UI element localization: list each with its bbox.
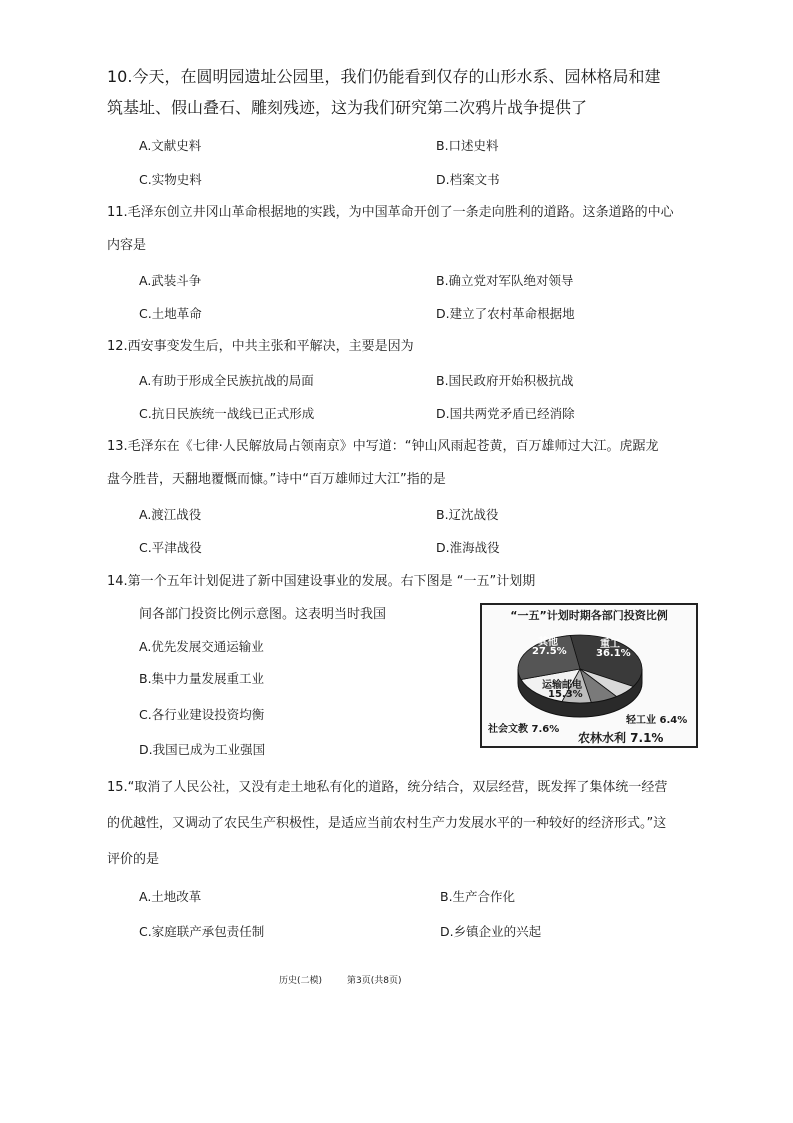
q13-option-c: C.平津战役: [139, 540, 202, 555]
label-heavy-pct: 36.1%: [596, 648, 631, 659]
q13-option-a: A.渡江战役: [139, 507, 202, 522]
q12-option-b: B.国民政府开始积极抗战: [436, 373, 574, 388]
q14-option-d: D.我国已成为工业强国: [139, 742, 266, 757]
q15-option-d: D.乡镇企业的兴起: [440, 924, 542, 939]
q15-stem-line1: 15.“取消了人民公社，又没有走土地私有化的道路，统分结合，双层经营，既发挥了集体统一经营: [107, 780, 668, 795]
q10-stem-line1: 10.今天，在圆明园遗址公园里，我们仍能看到仅存的山形水系、园林格局和建: [107, 67, 661, 86]
q14-option-a: A.优先发展交通运输业: [139, 639, 264, 654]
q10-option-d: D.档案文书: [436, 172, 500, 187]
chart-title: “一五”计划时期各部门投资比例: [510, 609, 668, 622]
label-heavy: 重工: [600, 639, 620, 650]
q15-option-b: B.生产合作化: [440, 889, 516, 904]
q11-stem-line1: 11.毛泽东创立井冈山革命根据地的实践，为中国革命开创了一条走向胜利的道路。这条道路的中心: [107, 205, 674, 220]
q11-option-b: B.确立党对军队绝对领导: [436, 273, 574, 288]
q11-option-c: C.土地革命: [139, 306, 202, 321]
q11-stem-line2: 内容是: [107, 238, 147, 253]
q12-option-c: C.抗日民族统一战线已正式形成: [139, 406, 315, 421]
q11-option-d: D.建立了农村革命根据地: [436, 306, 575, 321]
label-transport-pct: 15.3%: [548, 689, 583, 700]
footer-subject: 历史(二模): [279, 976, 323, 986]
q14-option-b: B.集中力量发展重工业: [139, 671, 265, 686]
q15-stem-line3: 评价的是: [107, 852, 160, 867]
q12-option-d: D.国共两党矛盾已经消除: [436, 406, 575, 421]
q14-option-c: C.各行业建设投资均衡: [139, 707, 265, 722]
q15-option-c: C.家庭联产承包责任制: [139, 924, 265, 939]
q11-option-a: A.武装斗争: [139, 273, 202, 288]
q14-stem-line1: 14.第一个五年计划促进了新中国建设事业的发展。右下图是 “一五”计划期: [107, 574, 536, 589]
q13-stem-line2: 盘今胜昔，天翻地覆慨而慷。”诗中“百万雄师过大江”指的是: [107, 472, 446, 487]
footer-page-number: 第3页(共8页): [347, 976, 402, 986]
q10-option-a: A.文献史料: [139, 138, 202, 153]
q10-option-b: B.口述史料: [436, 138, 499, 153]
label-other: 其他: [538, 637, 558, 648]
q13-option-b: B.辽沈战役: [436, 507, 499, 522]
label-agri: 农林水利 7.1%: [578, 731, 664, 745]
q12-option-a: A.有助于形成全民族抗战的局面: [139, 373, 314, 388]
q10-option-c: C.实物史料: [139, 172, 202, 187]
q15-stem-line2: 的优越性，又调动了农民生产积极性，是适应当前农村生产力发展水平的一种较好的经济形式。”这: [107, 816, 667, 831]
q13-stem-line1: 13.毛泽东在《七律·人民解放局占领南京》中写道：“钟山风雨起苍黄，百万雄师过大江。虎踞龙: [107, 439, 659, 454]
q12-stem-line1: 12.西安事变发生后，中共主张和平解决，主要是因为: [107, 339, 414, 354]
q14-stem-line2: 间各部门投资比例示意图。这表明当时我国: [139, 607, 387, 622]
q10-stem-line2: 筑基址、假山叠石、雕刻残迹，这为我们研究第二次鸦片战争提供了: [107, 98, 588, 117]
label-transport: 运输邮电: [542, 680, 582, 691]
label-other-pct: 27.5%: [532, 646, 567, 657]
label-culture: 社会文教 7.6%: [488, 724, 560, 735]
q15-option-a: A.土地改革: [139, 889, 202, 904]
label-light: 轻工业 6.4%: [626, 715, 688, 726]
investment-pie-chart: [480, 603, 698, 748]
q13-option-d: D.淮海战役: [436, 540, 500, 555]
